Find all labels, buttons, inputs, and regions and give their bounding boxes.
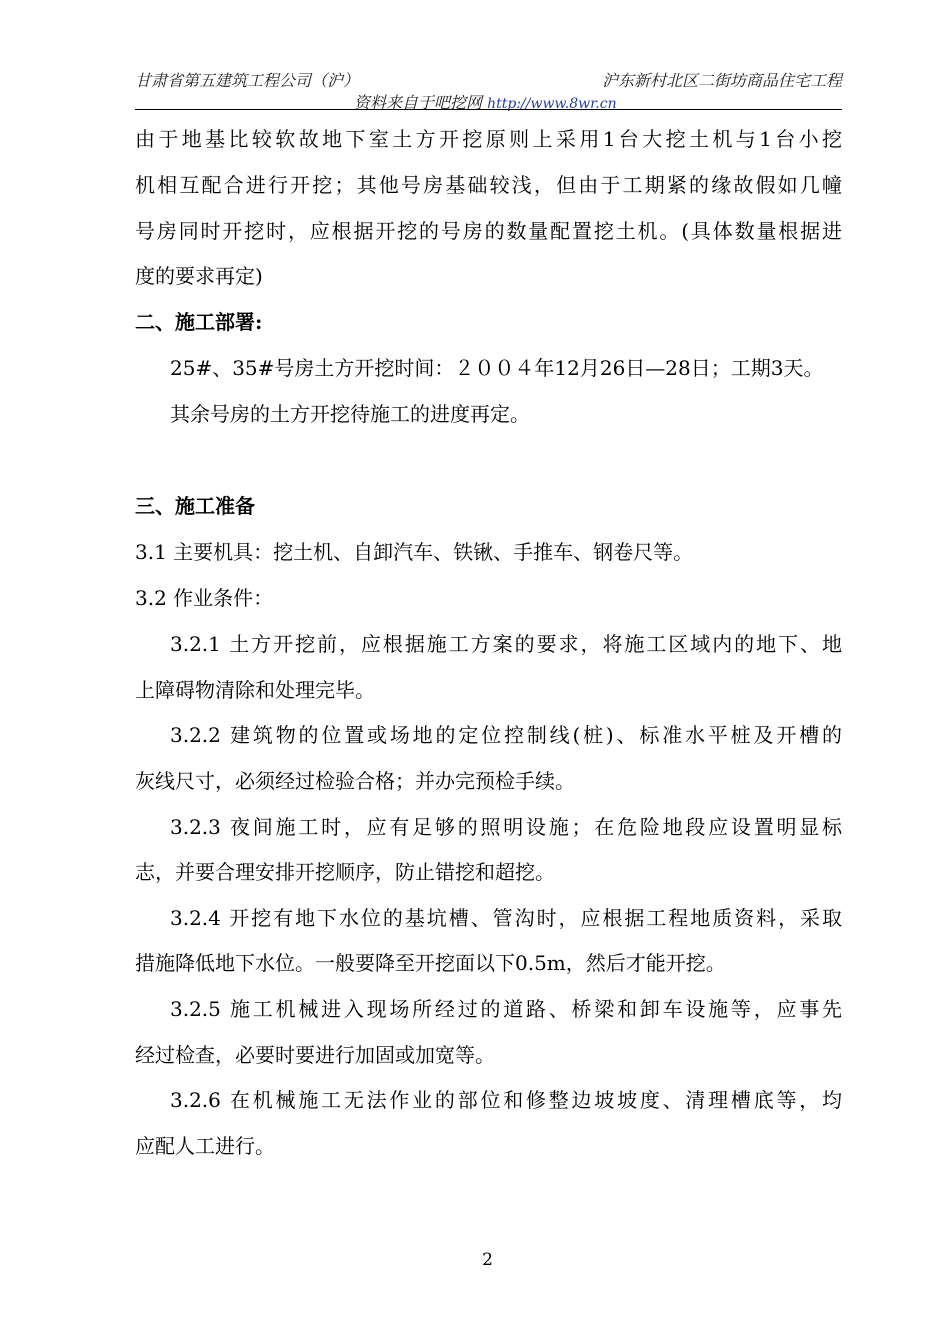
section-heading: 三、施工准备 [135, 494, 255, 518]
body-line: 由于地基比较软故地下室土方开挖原则上采用1台大挖土机与1台小挖 [135, 127, 842, 151]
header-source-prefix: 资料来自于吧挖网 [354, 93, 483, 112]
body-line: 灰线尺寸，必须经过检验合格；并办完预检手续。 [135, 769, 575, 793]
header-source-link[interactable]: http://www.8wr.cn [487, 96, 617, 112]
body-line: 3.2.4 开挖有地下水位的基坑槽、管沟时，应根据工程地质资料，采取 [170, 906, 842, 930]
section-heading: 二、施工部署: [135, 310, 263, 334]
header-project: 沪东新村北区二街坊商品住宅工程 [601, 71, 842, 90]
header-divider [135, 109, 842, 110]
body-line: 3.1 主要机具：挖土机、自卸汽车、铁锹、手推车、钢卷尺等。 [135, 540, 694, 564]
body-line: 应配人工进行。 [135, 1134, 275, 1158]
body-line: 措施降低地下水位。一般要降至开挖面以下0.5m，然后才能开挖。 [135, 951, 726, 975]
body-line: 3.2.1 土方开挖前，应根据施工方案的要求，将施工区域内的地下、地 [170, 632, 842, 656]
body-line: 志，并要合理安排开挖顺序，防止错挖和超挖。 [135, 860, 555, 884]
body-line: 度的要求再定) [135, 264, 263, 288]
header-company: 甘肃省第五建筑工程公司（沪） [135, 71, 360, 90]
body-line: 号房同时开挖时，应根据开挖的号房的数量配置挖土机。(具体数量根据进 [135, 219, 842, 243]
page-number: 2 [482, 1250, 493, 1270]
body-line: 经过检查，必要时要进行加固或加宽等。 [135, 1043, 495, 1067]
body-line: 上障碍物清除和处理完毕。 [135, 678, 375, 702]
body-line: 25#、35#号房土方开挖时间：２００４年12月26日—28日；工期3天。 [170, 356, 824, 380]
body-line: 3.2.5 施工机械进入现场所经过的道路、桥梁和卸车设施等，应事先 [170, 997, 842, 1021]
body-line: 其余号房的土方开挖待施工的进度再定。 [170, 402, 530, 426]
body-line: 3.2.2 建筑物的位置或场地的定位控制线(桩)、标准水平桩及开槽的 [170, 723, 842, 747]
body-line: 3.2.3 夜间施工时，应有足够的照明设施；在危险地段应设置明显标 [170, 815, 842, 839]
body-line: 3.2.6 在机械施工无法作业的部位和修整边坡坡度、清理槽底等，均 [170, 1088, 842, 1112]
body-line: 3.2 作业条件： [135, 586, 274, 610]
body-line: 机相互配合进行开挖；其他号房基础较浅，但由于工期紧的缘故假如几幢 [135, 173, 842, 197]
